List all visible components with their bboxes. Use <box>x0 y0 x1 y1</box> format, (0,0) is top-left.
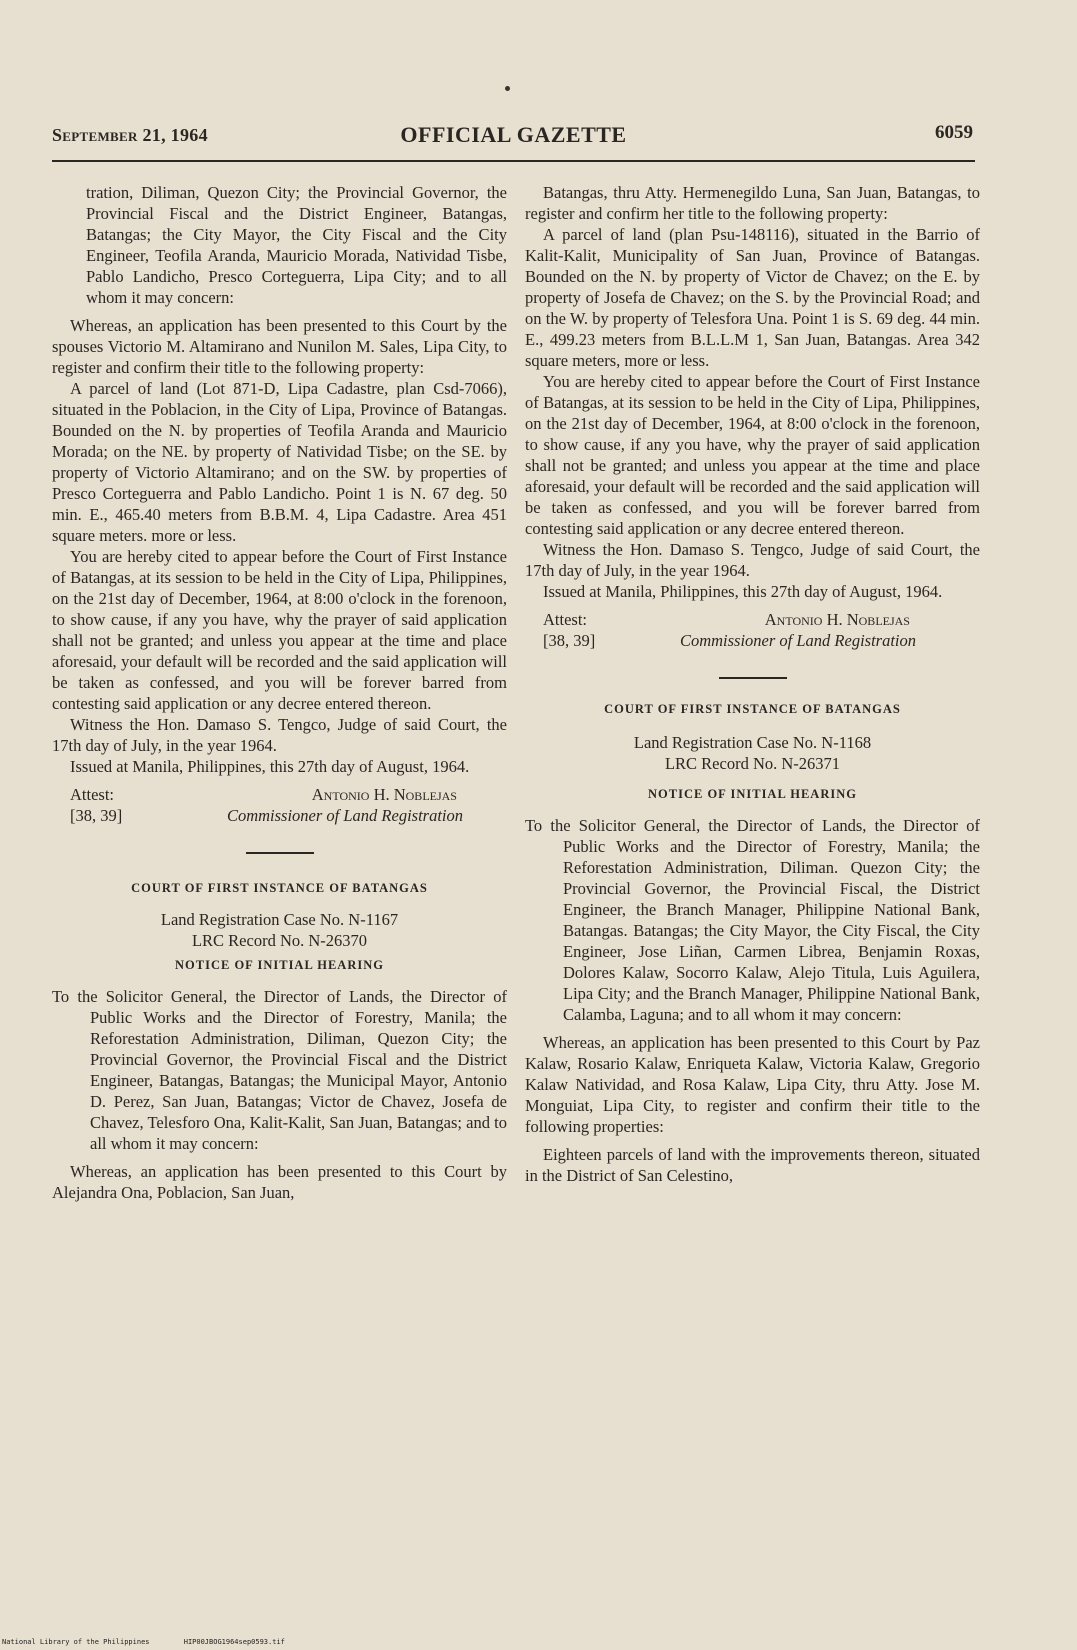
library-credit: National Library of the Philippines <box>2 1638 150 1646</box>
case-number: Land Registration Case No. N-1168 <box>633 733 872 752</box>
header-date: September 21, 1964 <box>52 125 208 145</box>
case-number: Land Registration Case No. N-1167 <box>160 910 399 929</box>
signatory-name: Antonio H. Noblejas <box>311 785 457 804</box>
continued-addressees: tration, Diliman, Quezon City; the Provincial Governor, the Provincial Fiscal and the District Engineer, Batangas, Batangas; the City Mayor, the City Fiscal and the City Engineer, Teofila Aranda, Mauricio Morada, Natividad Tisbe, Pablo Landicho, Presco Corteguerra, Lipa City; and to all whom it may concern: <box>86 183 507 307</box>
whereas-paragraph: Whereas, an application has been presented to this Court by the spouses Victorio M. Altamirano and Nunilon M. Sales, Lipa City, to register and confirm their title to the following property: <box>52 316 507 377</box>
court-heading: COURT OF FIRST INSTANCE OF BATANGAS <box>131 881 428 895</box>
witness-paragraph: Witness the Hon. Damaso S. Tengco, Judge of said Court, the 17th day of July, in the year 1964. <box>52 715 507 755</box>
left-column <box>52 182 507 1203</box>
attestation: Attest: Antonio H. Noblejas [38, 39] Commissioner of Land Registration <box>543 610 916 650</box>
signatory-title: Commissioner of Land Registration <box>226 806 463 825</box>
publication-title: OFFICIAL GAZETTE <box>400 122 627 147</box>
scan-footer <box>2 1638 315 1646</box>
cited-paragraph: You are hereby cited to appear before the Court of First Instance of Batangas, at its session to be held in the City of Lipa, Philippines, on the 21st day of December, 1964, at 8:00 o'clock in the forenoon, to show cause, if any you have, why the prayer of said application shall not be granted; and unless you appear at the time and place aforesaid, your default will be recorded and the said application will be taken as confessed, and you will be forever barred from contesting said application or any decree entered thereon. <box>525 372 980 538</box>
addressees-paragraph: To the Solicitor General, the Director of Lands, the Director of Public Works and the Director of Forestry, Manila; the Reforestation Administration, Diliman. Quezon City; the Provincial Governor, the Provincial Fiscal, the District Engineer, the Branch Manager, Philippine National Bank, Batangas. Batangas; the City Mayor, the City Fiscal, the City Engineer, Jose Liñan, Carmen Librea, Benjamin Roxas, Dolores Kalaw, Socorro Kalaw, Alejo Titula, Luis Aguilera, Lipa City; and the Branch Manager, Philippine National Bank, Calamba, Laguna; and to all whom it may concern: <box>525 816 980 1024</box>
addressees-paragraph: To the Solicitor General, the Director of Lands, the Director of Public Works and the Director of Forestry, Manila; the Reforestation Administration, Diliman, Quezon City; the Provincial Governor, the Provincial Fiscal and the District Engineer, Batangas, Batangas; the Municipal Mayor, Antonio D. Perez, San Juan, Batangas; Victor de Chavez, Josefa de Chavez, Telesforo Ona, Kalit-Kalit, San Juan, Batangas; and to all whom it may concern: <box>52 987 507 1153</box>
right-column <box>525 182 980 1186</box>
signatory-name: Antonio H. Noblejas <box>764 610 910 629</box>
print-speck <box>505 86 510 91</box>
signatory-title: Commissioner of Land Registration <box>679 631 916 650</box>
whereas-paragraph-2: Whereas, an application has been presented to this Court by Alejandra Ona, Poblacion, San Juan, <box>52 1162 507 1202</box>
parcel-description: A parcel of land (plan Psu-148116), situated in the Barrio of Kalit-Kalit, Municipality of San Juan, Province of Batangas. Bounded on the N. by property of Victor de Chavez; on the E. by property of Josefa de Chavez; on the S. by the Provincial Road; and on the W. by property of Telesfora Una. Point 1 is S. 69 deg. 44 min. E., 499.23 meters from B.L.L.M 1, San Juan, Batangas. Area 342 square meters, more or less. <box>525 225 980 370</box>
page-header <box>52 120 975 156</box>
lrc-record-number: LRC Record No. N-26371 <box>664 754 841 773</box>
scan-filename: HIP00JBOG1964sep0593.tif <box>183 1638 285 1646</box>
page-number: 6059 <box>935 122 973 143</box>
issued-paragraph: Issued at Manila, Philippines, this 27th day of August, 1964. <box>70 757 470 776</box>
whereas-paragraph: Whereas, an application has been presented to this Court by Paz Kalaw, Rosario Kalaw, Enriqueta Kalaw, Victoria Kalaw, Gregorio Kalaw Natividad, and Rosa Kalaw, Lipa City, thru Atty. Jose M. Monguiat, Lipa City, to register and confirm their title to the following properties: <box>525 1033 980 1136</box>
attestation: Attest: Antonio H. Noblejas [38, 39] Commissioner of Land Registration <box>70 785 463 825</box>
notice-heading: NOTICE OF INITIAL HEARING <box>648 787 857 801</box>
parcel-description: A parcel of land (Lot 871-D, Lipa Cadastre, plan Csd-7066), situated in the Poblacion, in the City of Lipa, Province of Batangas. Bounded on the N. by properties of Teofila Aranda and Mauricio Morada; on the NE. by property of Natividad Tisbe; on the SE. by property of Victorio Altamirano; and on the SW. by properties of Presco Corteguerra and Pablo Landicho. Point 1 is N. 67 deg. 50 min. E., 465.40 meters from B.B.M. 4, Lipa Cadastre. Area 451 square meters. more or less. <box>52 379 507 545</box>
continued-whereas: Batangas, thru Atty. Hermenegildo Luna, San Juan, Batangas, to register and confirm her title to the following property: <box>525 183 980 223</box>
issued-paragraph: Issued at Manila, Philippines, this 27th day of August, 1964. <box>543 582 943 601</box>
eighteen-parcels-paragraph: Eighteen parcels of land with the improvements thereon, situated in the District of San Celestino, <box>525 1145 980 1185</box>
cited-paragraph: You are hereby cited to appear before the Court of First Instance of Batangas, at its session to be held in the City of Lipa, Philippines, on the 21st day of December, 1964, at 8:00 o'clock in the forenoon, to show cause, if any you have, why the prayer of said application shall not be granted; and unless you appear at the time and place aforesaid, your default will be recorded and the said application will be taken as confessed, and you will be forever barred from contesting said application or any decree entered thereon. <box>52 547 507 713</box>
witness-paragraph: Witness the Hon. Damaso S. Tengco, Judge of said Court, the 17th day of July, in the year 1964. <box>525 540 980 580</box>
header-rule <box>52 160 975 162</box>
court-heading: COURT OF FIRST INSTANCE OF BATANGAS <box>604 702 901 716</box>
lrc-record-number: LRC Record No. N-26370 <box>191 931 368 950</box>
notice-heading: NOTICE OF INITIAL HEARING <box>175 958 384 972</box>
